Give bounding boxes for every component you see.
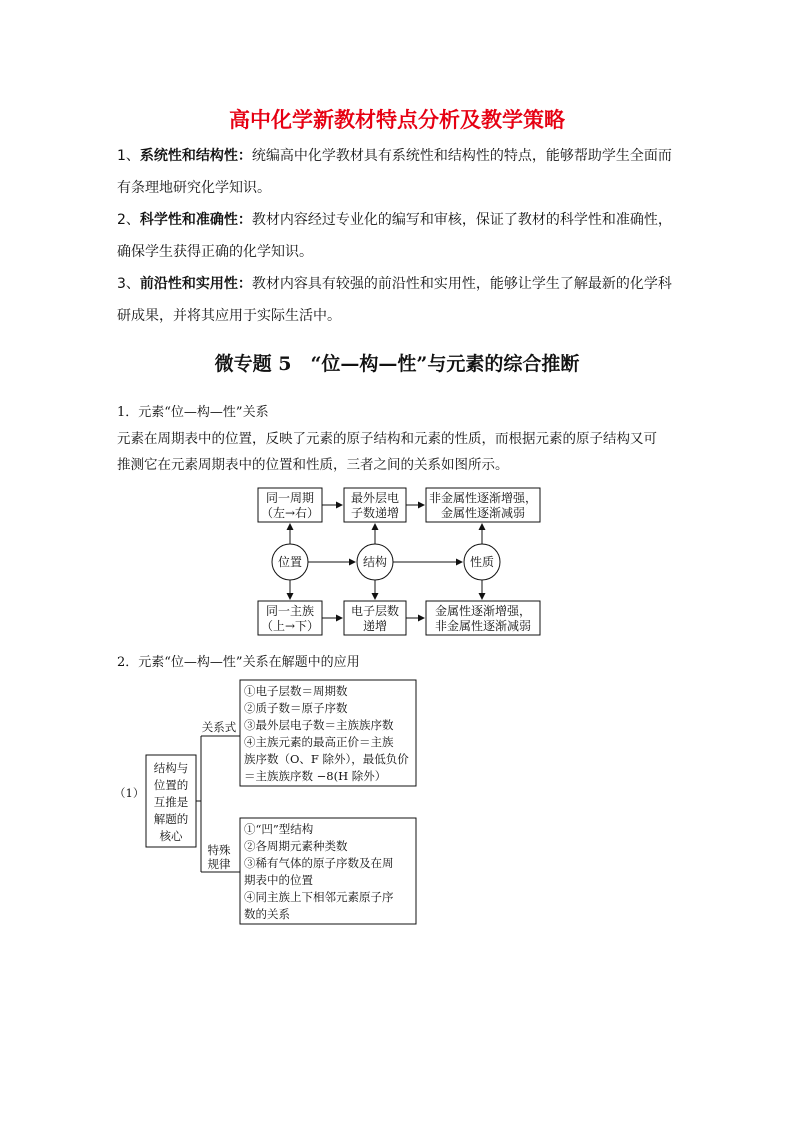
same-group-label: 同一主族	[265, 604, 315, 618]
property-label: 性质	[469, 555, 495, 569]
feature-item-1	[117, 140, 687, 204]
feature-text-cont: 确保学生获得正确的化学知识。	[117, 244, 313, 260]
rule-line: ②各周期元素种类数	[244, 839, 348, 853]
shell-count-label: 电子层数	[350, 604, 400, 618]
core-line: 位置的	[153, 778, 189, 792]
core-line: 核心	[159, 829, 183, 843]
feature-text-cont: 有条理地研究化学知识。	[117, 180, 271, 196]
same-period-direction: （左→右）	[260, 506, 320, 520]
topic-title: 微专题 5 “位—构—性”与元素的综合推断	[214, 353, 580, 375]
rule-line: ③稀有气体的原子序数及在周	[244, 856, 394, 870]
feature-number: 3、	[117, 276, 140, 292]
feature-text: 教材内容经过专业化的编写和审核，保证了教材的科学性和准确性，	[251, 212, 672, 228]
relation-line: ②质子数＝原子序数	[244, 701, 348, 715]
rule-branch-label: 特殊	[207, 843, 231, 857]
feature-item-2	[117, 204, 687, 268]
position-structure-property-diagram	[250, 485, 550, 640]
feature-label: 科学性和准确性：	[139, 212, 252, 228]
relation-line: ④主族元素的最高正价＝主族	[244, 735, 394, 749]
section1-text-line: 元素在周期表中的位置，反映了元素的原子结构和元素的性质，而根据元素的原子结构又可	[117, 431, 657, 447]
feature-text: 统编高中化学教材具有系统性和结构性的特点，能够帮助学生全面而	[251, 148, 672, 164]
feature-item-3	[117, 268, 687, 332]
relation-line: ①电子层数＝周期数	[244, 684, 348, 698]
feature-number: 1、	[117, 148, 140, 164]
rule-line: 数的关系	[244, 907, 290, 921]
item-number: （1）	[114, 786, 145, 800]
core-line: 结构与	[153, 761, 189, 775]
relation-line: 族序数（O、F 除外），最低负价	[244, 752, 409, 766]
application-diagram	[112, 676, 422, 928]
section1-heading: 1．元素“位—构—性”关系	[117, 405, 269, 420]
same-group-direction: （上→下）	[260, 619, 320, 633]
document-title: 高中化学新教材特点分析及教学策略	[229, 108, 565, 132]
structure-label: 结构	[362, 555, 388, 569]
position-label: 位置	[277, 555, 303, 569]
top-property-label: 非金属性逐渐增强，	[428, 491, 538, 505]
rule-line: 期表中的位置	[244, 873, 313, 887]
relation-line: ＝主族族序数 −8(H 除外）	[244, 769, 387, 783]
section2-heading: 2．元素“位—构—性”关系在解题中的应用	[117, 655, 360, 670]
feature-text-cont: 研成果，并将其应用于实际生活中。	[117, 308, 341, 324]
relation-branch-label: 关系式	[201, 720, 237, 734]
rule-line: ①“凹”型结构	[244, 822, 314, 836]
top-property-label-2: 金属性逐渐减弱	[440, 506, 526, 520]
feature-label: 前沿性和实用性：	[139, 276, 252, 292]
core-line: 解题的	[153, 812, 189, 826]
shell-count-label-2: 递增	[362, 619, 388, 633]
section1-text-line: 推测它在元素周期表中的位置和性质，三者之间的关系如图所示。	[117, 457, 509, 473]
outer-electron-label: 最外层电	[350, 491, 400, 505]
section1-text	[117, 426, 687, 478]
feature-label: 系统性和结构性：	[139, 148, 252, 164]
bottom-property-label-2: 非金属性逐渐减弱	[434, 619, 532, 633]
bottom-property-label: 金属性逐渐增强，	[434, 604, 532, 618]
core-line: 互推是	[153, 795, 189, 809]
feature-number: 2、	[117, 212, 140, 228]
feature-text: 教材内容具有较强的前沿性和实用性，能够让学生了解最新的化学科	[251, 276, 672, 292]
rule-line: ④同主族上下相邻元素原子序	[244, 890, 394, 904]
relation-line: ③最外层电子数＝主族族序数	[244, 718, 394, 732]
same-period-label: 同一周期	[265, 491, 315, 505]
rule-branch-label-2: 规律	[207, 857, 231, 871]
outer-electron-label-2: 子数递增	[350, 506, 400, 520]
